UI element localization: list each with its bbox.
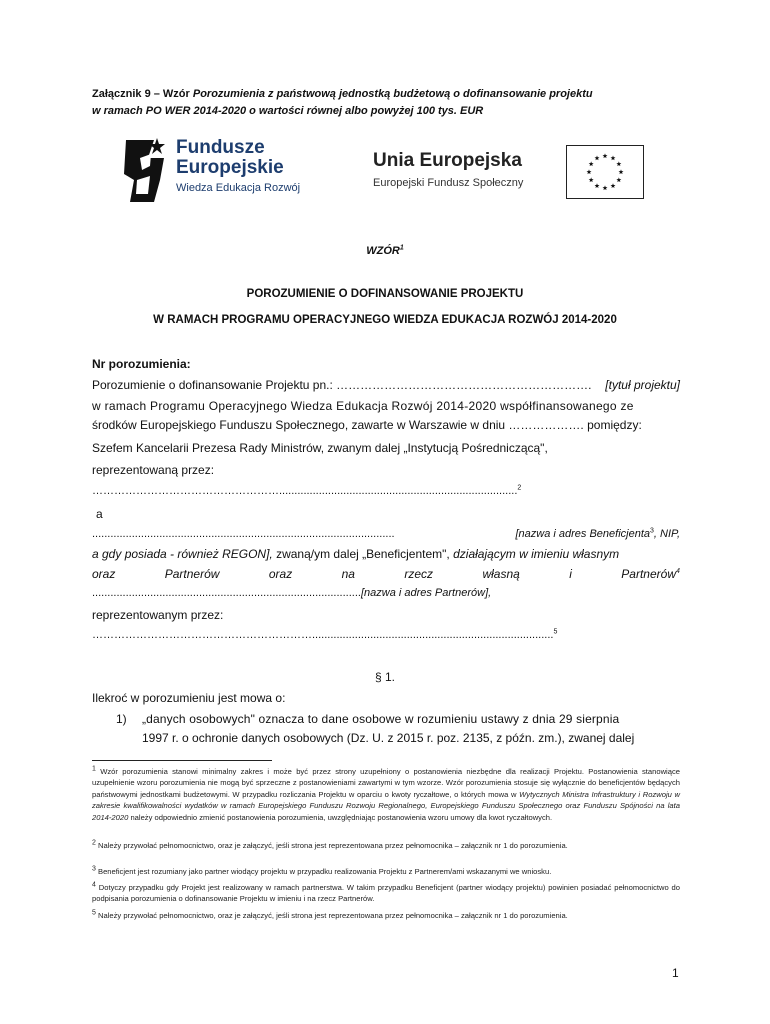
beneficiary-line-3-word: oraz: [268, 567, 293, 581]
fe-subtitle: Wiedza Edukacja Rozwój: [176, 182, 301, 194]
eu-stars-circle: [567, 146, 643, 198]
item-1-line-2: 1997 r. o ochronie danych osobowych (Dz. U. z 2015 r. poz. 2135, z późn. zm.), zwanej dalej: [142, 731, 635, 745]
footnote-3: $^3$ Beneficjent jest rozumiany jako partner wiodący projektu w przypadku realizowania Projektu z Partnerem/ami wskazanymi we wniosku.: [92, 865, 552, 876]
fe-title-line-2: Europejskie: [176, 157, 284, 178]
beneficiary-line-1: ................................................................................................... [nazwa i adres Beneficjenta$^3$, NIP,: [92, 527, 680, 540]
attachment-header-line-2: w ramach PO WER 2014-2020 o wartości równej albo powyżej 100 tys. EUR: [92, 105, 484, 117]
beneficiary-line-3-word: rzecz: [404, 567, 434, 581]
agreement-intro-line-3: środków Europejskiego Funduszu Społecznego, zawarte w Warszawie w dniu ………………. pomiędzy:: [92, 418, 642, 432]
beneficiary-line-3-word: i: [569, 567, 572, 581]
agreement-intro-line-2: w ramach Programu Operacyjnego Wiedza Edukacja Rozwój 2014-2020 współfinansowanego ze: [92, 399, 634, 413]
ue-subtitle: Europejski Fundusz Społeczny: [373, 177, 524, 189]
footnote-5: $^5$ Należy przywołać pełnomocnictwo, oraz je załączyć, jeśli strona jest reprezentowana przez pełnomocnika – załącznik nr 1 do porozumienia.: [92, 909, 568, 920]
beneficiary-line-2: a gdy posiada - również REGON], zwaną/ym dalej „Beneficjentem", działającym w imieniu własnym: [92, 547, 620, 561]
agreement-intro-line-1: Porozumienie o dofinansowanie Projektu pn.: ………………………………………………………. [tytuł projektu]: [92, 378, 680, 392]
unia-europejska-logo: [373, 150, 523, 189]
item-number: 1): [116, 712, 127, 726]
fe-title-line-1: Fundusze: [176, 137, 265, 158]
represented-by-label-2: reprezentowanym przez:: [92, 608, 224, 622]
footnote-ref: 4: [676, 568, 680, 575]
wzor-label: WZÓR$^1$: [366, 244, 404, 257]
section-heading: § 1.: [374, 670, 395, 684]
definitions-intro: Ilekroć w porozumieniu jest mowa o:: [92, 691, 286, 705]
representative-dots-1: ……………………………………………..............................................................................$^2$: [92, 484, 522, 497]
page-number: 1: [672, 966, 679, 980]
eu-flag-icon: [566, 145, 644, 199]
fundusze-europejskie-logo: [120, 136, 330, 208]
ue-title: Unia Europejska: [373, 150, 522, 171]
agreement-title-1: POROZUMIENIE O DOFINANSOWANIE PROJEKTU: [246, 288, 524, 300]
partners-line: ........................................................................................[nazwa i adres Partnerów],: [92, 587, 492, 599]
beneficiary-line-3-word: na: [341, 567, 355, 581]
intermediate-institution-line: Szefem Kancelarii Prezesa Rady Ministrów, zwanym dalej „Instytucją Pośredniczącą",: [92, 441, 548, 455]
attachment-header-line-1: Załącznik 9 – Wzór Porozumienia z państwową jednostką budżetową o dofinansowanie projektu: [92, 88, 593, 100]
footnote-separator: [92, 760, 272, 761]
footnote-4: $^4$ Dotyczy przypadku gdy Projekt jest realizowany w ramach partnerstwa. W takim przypadku Beneficjent (partner wiodący projektu) powinien posiadać pełnomocnictwo do podpisania porozumienia o dofinansowanie Projektu w imieniu i na rzecz Partnerów.: [92, 881, 680, 904]
agreement-number-label: Nr porozumienia:: [92, 357, 191, 371]
beneficiary-line-3-word: Partnerów: [164, 567, 220, 581]
representative-dots-2: ……………………………………………………...............................................................................$^5$: [92, 628, 558, 641]
fe-emblem-icon: [120, 136, 170, 206]
beneficiary-line-3-word: własną: [482, 567, 520, 581]
item-1-line-1: „danych osobowych" oznacza to dane osobowe w rozumieniu ustawy z dnia 29 sierpnia: [142, 712, 620, 726]
represented-by-label: reprezentowaną przez:: [92, 463, 215, 477]
beneficiary-line-3-word: oraz: [92, 567, 116, 581]
footnote-2: $^2$ Należy przywołać pełnomocnictwo, oraz je załączyć, jeśli strona jest reprezentowana przez pełnomocnika – załącznik nr 1 do porozumienia.: [92, 839, 568, 850]
footnote-1: $^1$ Wzór porozumienia stanowi minimalny zakres i może być przez strony uzupełniony o postanowienia niezbędne dla realizacji Projektu. Postanowienia stanowiące uzupełnienie wzoru porozumienia nie mogą być sprzeczne z postanowieniami zawartymi w tym wzorze. Wzór porozumienia stosuje się wyłącznie do beneficjentów będących państwowymi jednostkami budżetowymi. W przypadku rozliczania Projektu w oparciu o kwoty ryczałtowe, o których mowa w Wytycznych Ministra Infrastruktury i Rozwoju w zakresie kwalifikowalności wydatków w ramach Europejskiego Funduszu Rozwoju Regionalnego, Europejskiego Funduszu Społecznego oraz Funduszu Spójności na lata 2014-2020 należy odpowiednio zmienić postanowienia porozumienia, uwzględniając postanowienia wzoru umowy dla kwot ryczałtowych.: [92, 765, 680, 822]
beneficiary-line-3-word: Partnerów$^4$: [621, 567, 680, 581]
and-conjunction: a: [96, 507, 103, 521]
agreement-title-2: W RAMACH PROGRAMU OPERACYJNEGO WIEDZA EDUKACJA ROZWÓJ 2014-2020: [153, 314, 617, 326]
beneficiary-line-3: [92, 566, 680, 582]
